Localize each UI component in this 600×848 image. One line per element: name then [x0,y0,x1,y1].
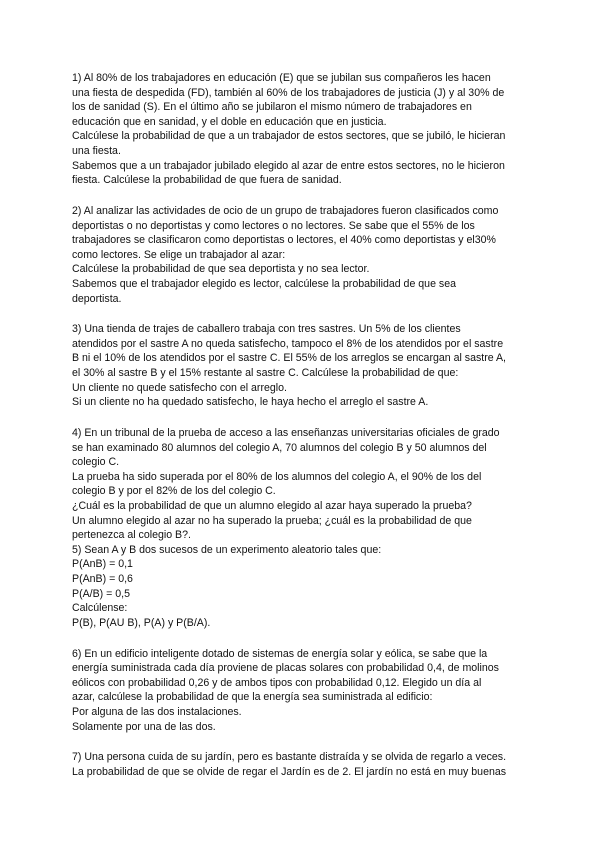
text-line: P(B), P(AU B), P(A) y P(B/A). [72,616,211,629]
text-line: Si un cliente no ha quedado satisfecho, le haya hecho el arreglo el sastre A. [72,396,429,409]
text-line: educación que en sanidad, y el doble en educación que en justicia. [72,115,387,128]
text-line: Calcúlese la probabilidad de que a un trabajador de estos sectores, que se jubiló, le hicieran [72,130,506,143]
text-line: ¿Cuál es la probabilidad de que un alumno elegido al azar haya superado la prueba? [72,500,472,512]
text-line: deportista. [72,292,122,305]
text-line: 5) Sean A y B dos sucesos de un experimento aleatorio tales que: [72,543,382,556]
text-line: Solamente por una de las dos. [72,720,216,733]
text-line: 1) Al 80% de los trabajadores en educación (E) que se jubilan sus compañeros les hacen [72,72,491,84]
text-line: eólicos con probabilidad 0,26 y de ambos tipos con probabilidad 0,12. Elegido un día al [72,676,482,689]
text-line: 2) Al analizar las actividades de ocio de un grupo de trabajadores fueron clasificados como [72,204,499,217]
problem-3 [72,322,540,410]
text-line: 4) En un tribunal de la prueba de acceso a las enseñanzas universitarias oficiales de grado [72,427,500,440]
text-line: colegio C. [72,456,120,469]
text-line: Un cliente no quede satisfecho con el arreglo. [72,381,287,394]
text-line: una fiesta de despedida (FD), también al 60% de los trabajadores de justicia (J) y al 30% de [72,86,505,99]
text-line: 3) Una tienda de trajes de caballero trabaja con tres sastres. Un 5% de los clientes [72,323,461,336]
text-line: Calcúlense: [72,602,128,615]
text-line: P(AnB) = 0,6 [72,572,133,585]
text-line: P(A/B) = 0,5 [72,587,130,600]
problem-6 [72,647,540,735]
text-line: 6) En un edificio inteligente dotado de sistemas de energía solar y eólica, se sabe que la [72,647,488,660]
text-line: P(AnB) = 0,1 [72,558,133,571]
text-line: como lectores. Se elige un trabajador al azar: [72,248,286,261]
text-line: atendidos por el sastre A no queda satisfecho, tampoco el 8% de los atendidos por el sastre [72,337,504,350]
text-line: trabajadores se clasificaron como deportistas o lectores, el 40% como deportistas y el30% [72,234,496,247]
text-line: La probabilidad de que se olvide de regar el Jardín es de 2. El jardín no está en muy buenas [72,765,507,778]
text-line: una fiesta. [72,144,121,157]
text-line: deportistas o no deportistas y como lectores o no lectores. Se sabe que el 55% de los [72,219,475,232]
text-line: B ni el 10% de los atendidos por el sastre C. El 55% de los arreglos se encargan al sastre A, [72,352,506,365]
text-line: Un alumno elegido al azar no ha superado la prueba; ¿cuál es la probabilidad de que [72,514,472,527]
text-line: fiesta. Calcúlese la probabilidad de que fuera de sanidad. [72,174,342,187]
problem-4 [72,426,540,543]
problem-5 [72,543,540,631]
text-line: se han examinado 80 alumnos del colegio A, 70 alumnos del colegio B y 50 alumnos del [72,441,487,454]
text-line: Sabemos que el trabajador elegido es lector, calcúlese la probabilidad de que sea [72,277,456,290]
problem-2 [72,204,540,306]
text-line: Sabemos que a un trabajador jubilado elegido al azar de entre estos sectores, no le hicieron [72,159,505,172]
text-line: Calcúlese la probabilidad de que sea deportista y no sea lector. [72,263,370,276]
text-line: Por alguna de las dos instalaciones. [72,705,242,718]
text-line: La prueba ha sido superada por el 80% de los alumnos del colegio A, el 90% de los del [72,470,482,483]
text-line: energía suministrada cada día proviene de placas solares con probabilidad 0,4, de molinos [72,662,499,675]
problem-1 [72,71,540,188]
text-line: colegio B y por el 82% de los del colegio C. [72,485,276,498]
text-line: los de sanidad (S). En el último año se jubilaron el mismo número de trabajadores en [72,101,472,114]
text-line: el 30% al sastre B y el 15% restante al sastre C. Calcúlese la probabilidad de que: [72,367,459,380]
text-line: azar, calcúlese la probabilidad de que la energía sea suministrada al edificio: [72,691,433,704]
problem-7 [72,750,540,779]
text-line: pertenezca al colegio B?. [72,529,191,542]
text-line: 7) Una persona cuida de su jardín, pero es bastante distraída y se olvida de regarlo a veces. [72,751,507,764]
